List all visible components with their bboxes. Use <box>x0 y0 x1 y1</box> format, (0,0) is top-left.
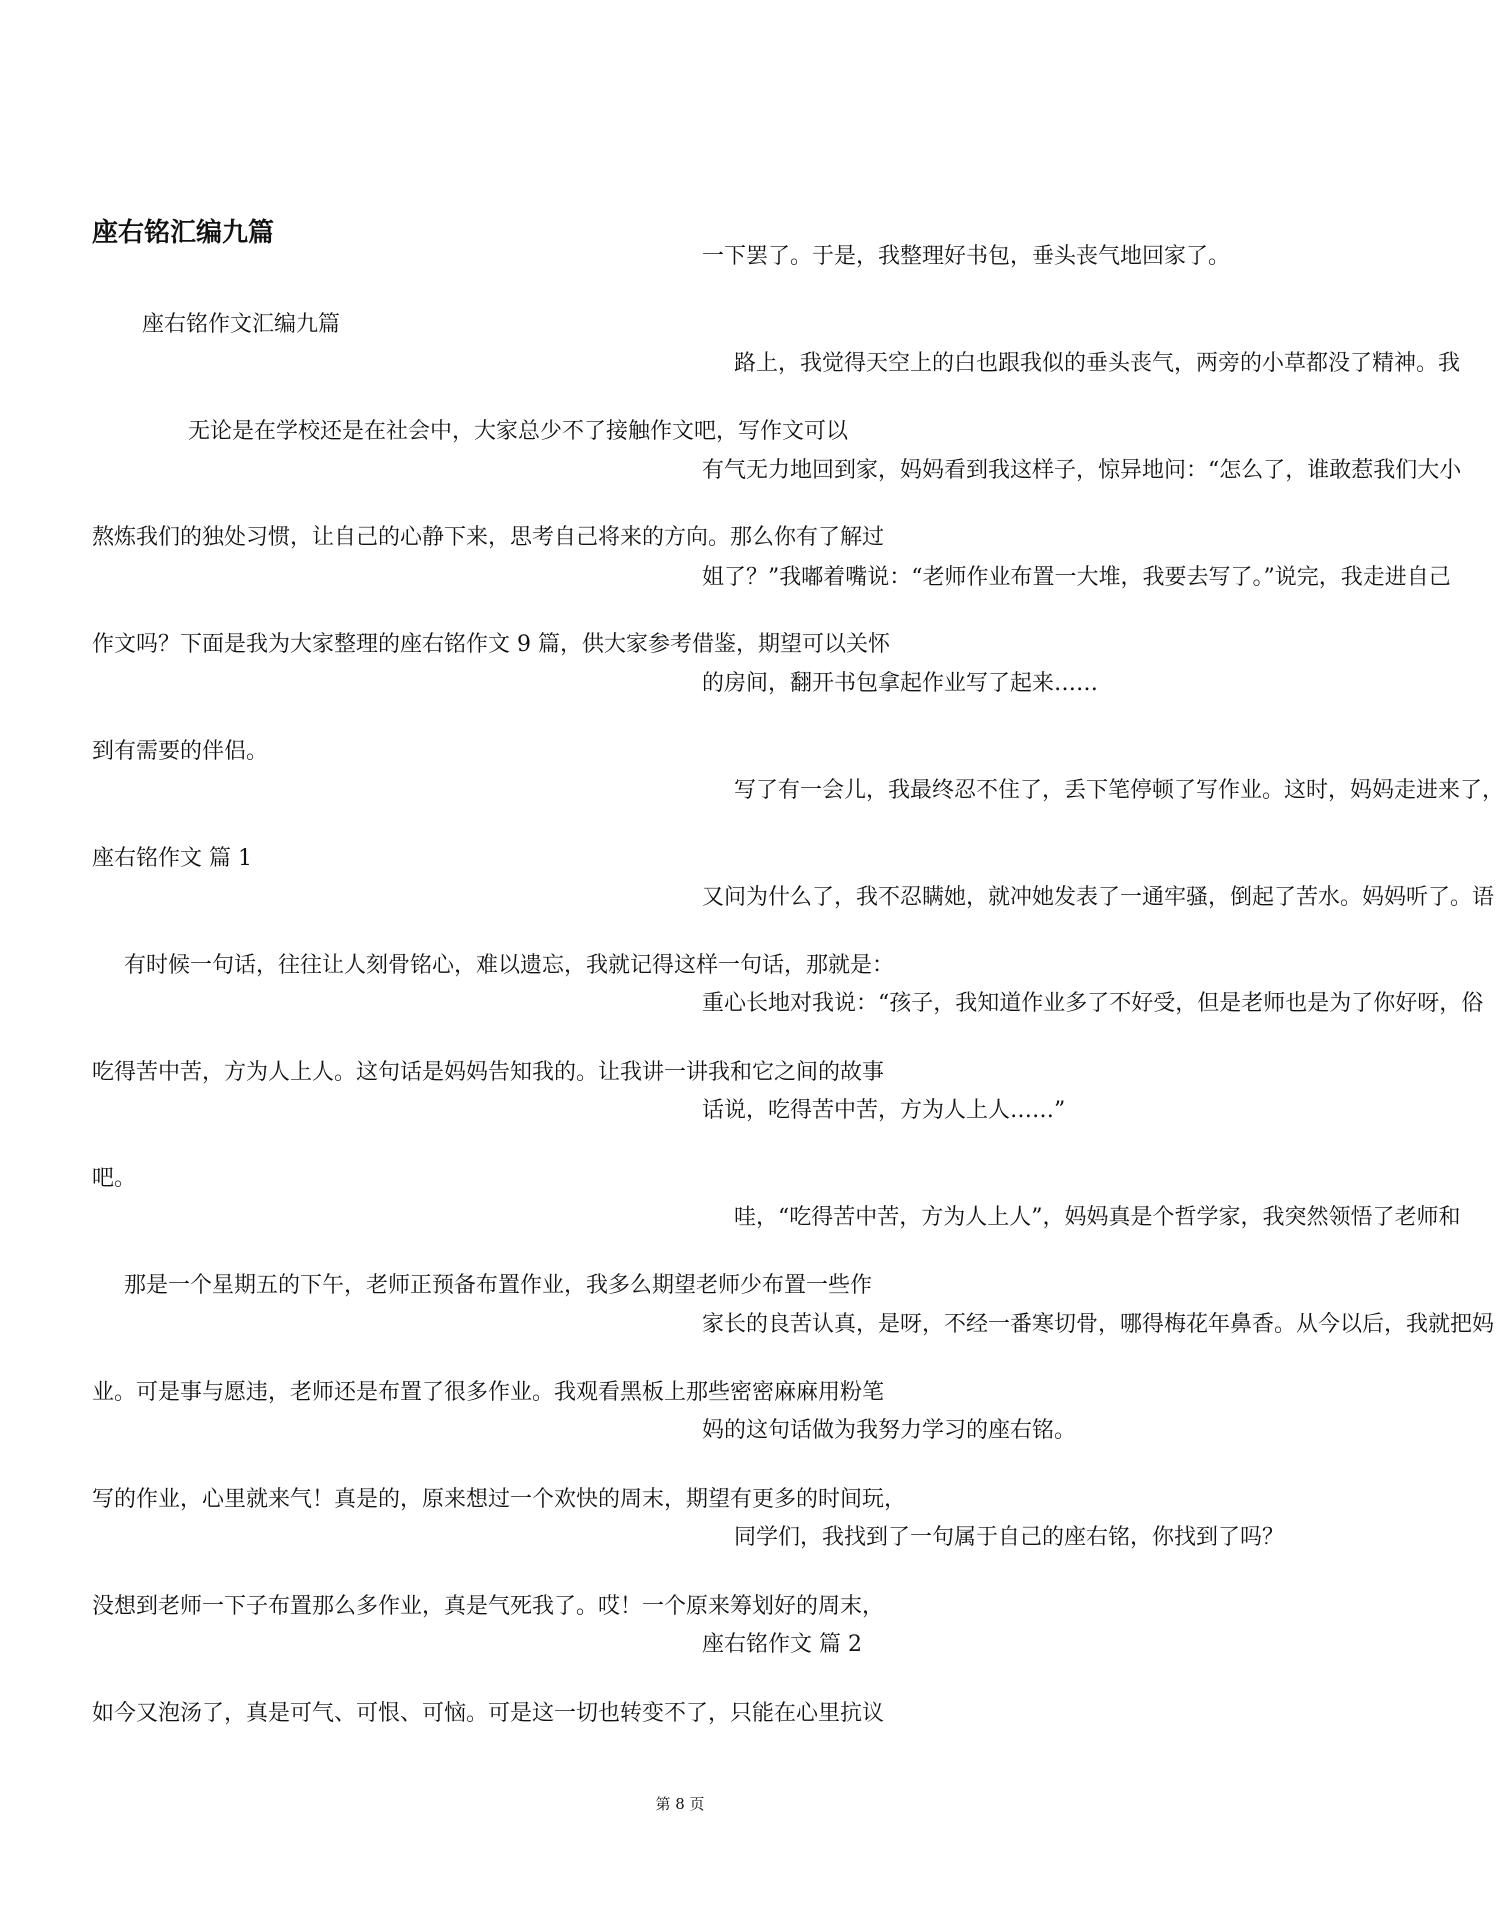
subtitle: 座右铭作文汇编九篇 <box>142 312 341 337</box>
page-number: 第 8 页 <box>655 1795 705 1813</box>
paragraph-line: 有气无力地回到家，妈妈看到我这样子，惊异地问：“怎么了，谁敢惹我们大小 <box>702 458 1462 483</box>
paragraph-line: 哇，“吃得苦中苦，方为人上人”，妈妈真是个哲学家，我突然领悟了老师和 <box>734 1205 1461 1230</box>
paragraph-line: 如今又泡汤了，真是可气、可恨、可恼。可是这一切也转变不了，只能在心里抗议 <box>92 1701 885 1726</box>
paragraph-line: 有时候一句话，往往让人刻骨铭心，难以遗忘，我就记得这样一句话，那就是： <box>124 953 895 978</box>
paragraph-line: 那是一个星期五的下午，老师正预备布置作业，我多么期望老师少布置一些作 <box>124 1273 873 1298</box>
paragraph-line: 无论是在学校还是在社会中，大家总少不了接触作文吧，写作文可以 <box>188 419 849 444</box>
paragraph-line: 家长的良苦认真，是呀，不经一番寒切骨，哪得梅花年鼻香。从今以后，我就把妈 <box>702 1312 1495 1337</box>
paragraph-line: 重心长地对我说：“孩子，我知道作业多了不好受，但是老师也是为了你好呀，俗 <box>702 991 1484 1016</box>
paragraph-line: 姐了？”我嘟着嘴说：“老师作业布置一大堆，我要去写了。”说完，我走进自己 <box>702 565 1451 590</box>
paragraph-line: 作文吗？下面是我为大家整理的座右铭作文 9 篇，供大家参考借鉴，期望可以关怀 <box>92 632 890 657</box>
paragraph-line: 路上，我觉得天空上的白也跟我似的垂头丧气，两旁的小草都没了精神。我 <box>734 351 1461 376</box>
paragraph-line: 到有需要的伴侣。 <box>92 739 269 764</box>
paragraph-line: 写了有一会儿，我最终忍不住了，丢下笔停顿了写作业。这时，妈妈走进来了， <box>734 778 1504 803</box>
paragraph-line: 写的作业，心里就来气！真是的，原来想过一个欢快的周末，期望有更多的时间玩， <box>92 1487 907 1512</box>
paragraph-line: 同学们，我找到了一句属于自己的座右铭，你找到了吗？ <box>734 1525 1285 1550</box>
section-heading: 座右铭作文 篇 2 <box>702 1632 862 1657</box>
document-title: 座右铭汇编九篇 <box>92 218 275 248</box>
paragraph-line: 没想到老师一下子布置那么多作业，真是气死我了。哎！一个原来筹划好的周末， <box>92 1594 885 1619</box>
paragraph-line: 一下罢了。于是，我整理好书包，垂头丧气地回家了。 <box>702 244 1231 269</box>
paragraph-line: 话说，吃得苦中苦，方为人上人……” <box>702 1098 1066 1123</box>
paragraph-line: 的房间，翻开书包拿起作业写了起来…… <box>702 671 1099 696</box>
paragraph-line: 妈的这句话做为我努力学习的座右铭。 <box>702 1418 1077 1443</box>
paragraph-line: 业。可是事与愿违，老师还是布置了很多作业。我观看黑板上那些密密麻麻用粉笔 <box>92 1380 885 1405</box>
paragraph-line: 熬炼我们的独处习惯，让自己的心静下来，思考自己将来的方向。那么你有了解过 <box>92 525 885 550</box>
paragraph-line: 吧。 <box>92 1166 137 1191</box>
section-heading: 座右铭作文 篇 1 <box>92 846 252 871</box>
paragraph-line: 吃得苦中苦，方为人上人。这句话是妈妈告知我的。让我讲一讲我和它之间的故事 <box>92 1060 885 1085</box>
paragraph-line: 又问为什么了，我不忍瞒她，就冲她发表了一通牢骚，倒起了苦水。妈妈听了。语 <box>702 885 1495 910</box>
